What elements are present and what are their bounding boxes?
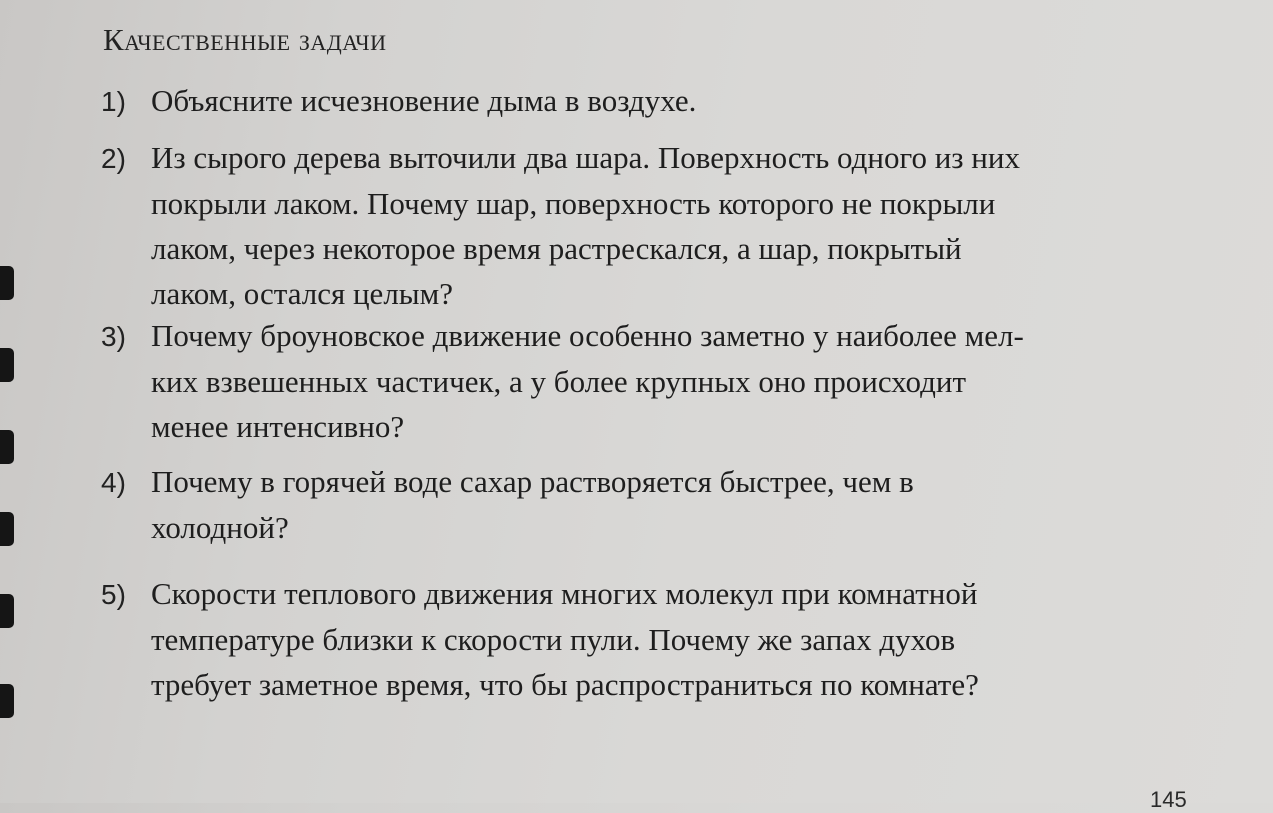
task-1 [101, 78, 696, 124]
task-text-line: менее интенсивно? [151, 409, 405, 444]
task-text-line: холодной? [151, 510, 289, 545]
task-4 [101, 459, 914, 550]
page-edge-tabs [0, 250, 16, 770]
task-text-line: лаком, через некоторое время растрескался, а шар, покрытый [151, 231, 962, 266]
task-number: 3) [101, 321, 126, 352]
edge-tab [0, 430, 14, 464]
task-3 [101, 313, 1024, 449]
task-text-line: температуре близки к скорости пули. Почему же запах духов [151, 622, 956, 657]
task-text-line: Почему броуновское движение особенно заметно у наиболее мел- [151, 318, 1024, 353]
task-5 [101, 571, 979, 707]
task-text-line: требует заметное время, что бы распространиться по комнате? [151, 667, 979, 702]
page-number: 145 [1150, 787, 1187, 812]
task-number: 5) [101, 579, 126, 610]
task-number: 1) [101, 86, 126, 117]
task-text-line: Из сырого дерева выточили два шара. Поверхность одного из них [151, 140, 1020, 175]
task-number: 4) [101, 467, 126, 498]
edge-tab [0, 512, 14, 546]
task-text-line: ких взвешенных частичек, а у более крупных оно происходит [151, 364, 967, 399]
task-number: 2) [101, 143, 126, 174]
task-2 [101, 135, 1020, 316]
task-text-line: Объясните исчезновение дыма в воздухе. [151, 83, 697, 118]
task-text-line: лаком, остался целым? [151, 276, 453, 311]
task-text-line: Почему в горячей воде сахар растворяется быстрее, чем в [151, 464, 914, 499]
edge-tab [0, 266, 14, 300]
edge-tab [0, 348, 14, 382]
task-text-line: Скорости теплового движения многих молекул при комнатной [151, 576, 978, 611]
section-heading: Качественные задачи [103, 22, 387, 57]
task-text-line: покрыли лаком. Почему шар, поверхность которого не покрыли [151, 186, 996, 221]
edge-tab [0, 594, 14, 628]
edge-tab [0, 684, 14, 718]
